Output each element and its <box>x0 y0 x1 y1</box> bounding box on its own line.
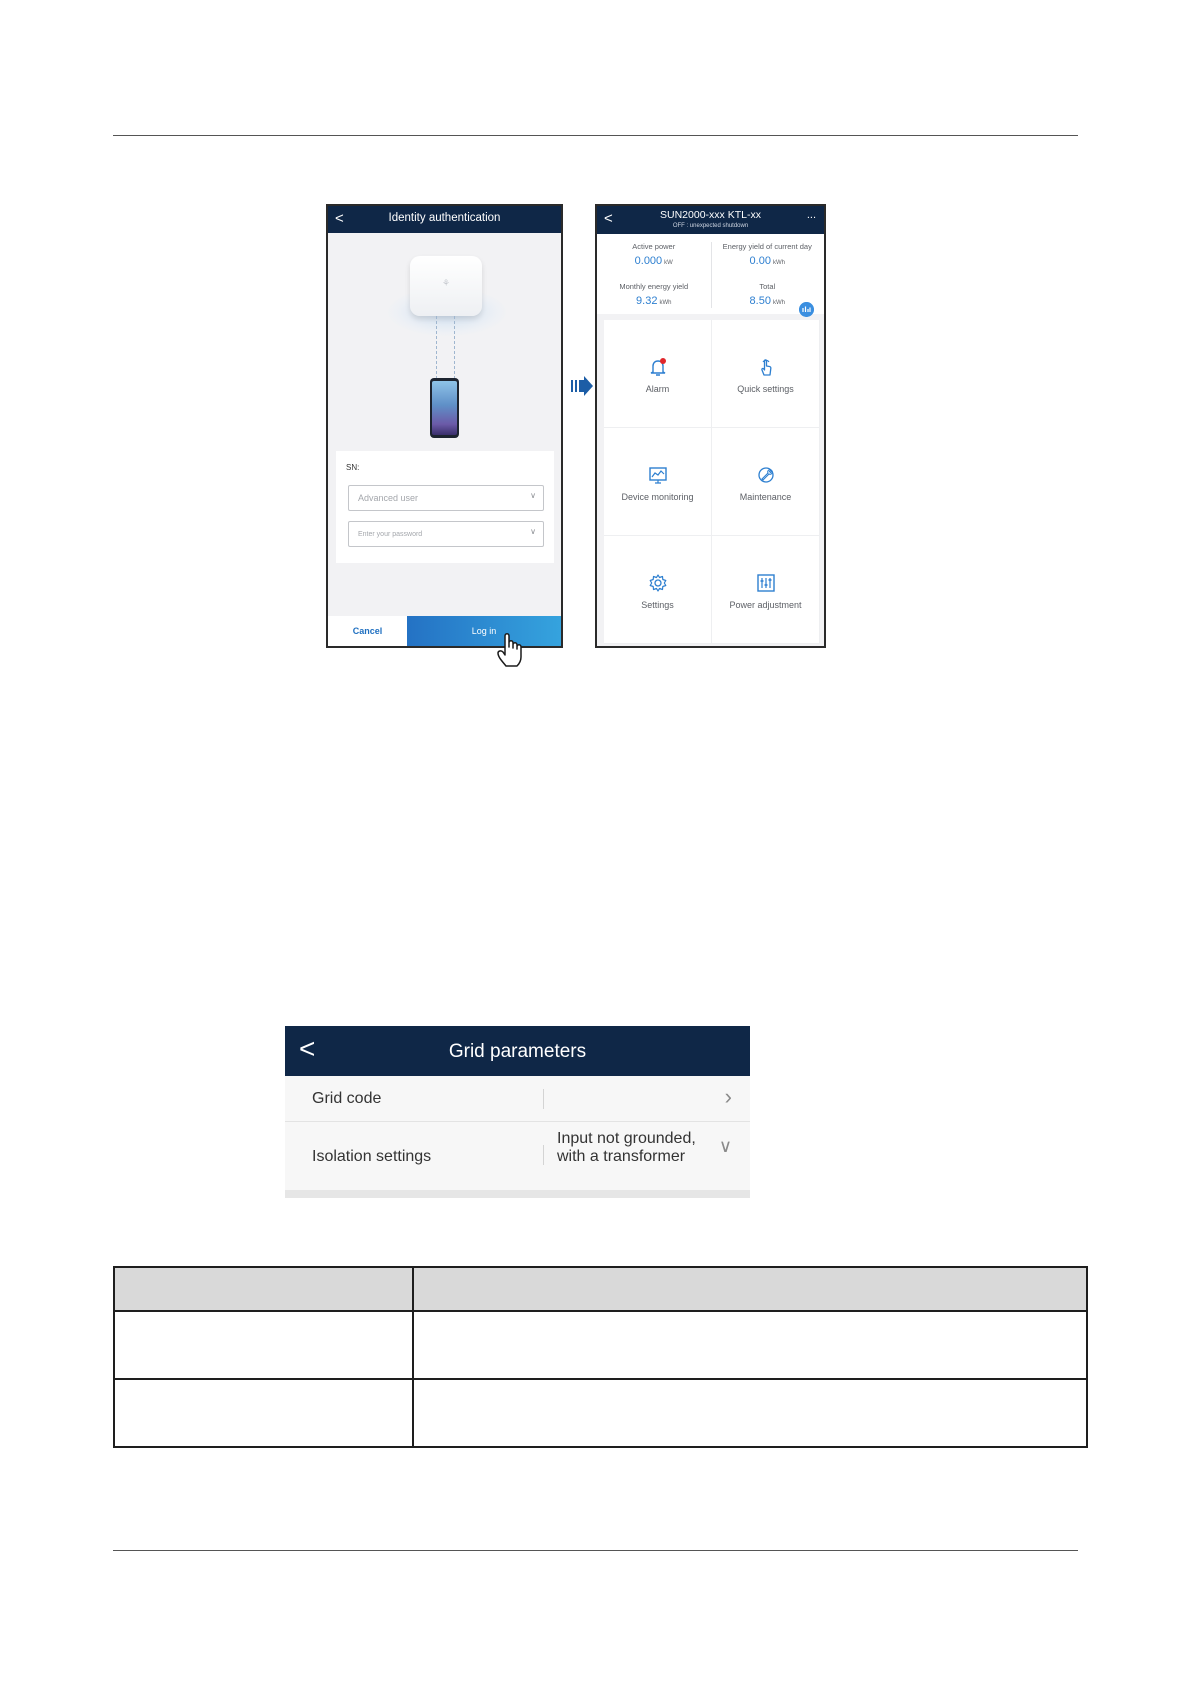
menu-settings[interactable]: Settings <box>604 536 712 644</box>
table-cell <box>413 1311 1087 1379</box>
parameter-table <box>113 1266 1088 1448</box>
connection-line <box>436 316 437 384</box>
table-row <box>114 1379 1087 1447</box>
table-cell <box>413 1379 1087 1447</box>
password-input[interactable] <box>348 521 544 547</box>
chevron-right-icon: › <box>724 1084 732 1109</box>
grid-code-label: Grid code <box>312 1090 382 1107</box>
next-step-arrow-icon <box>571 376 593 396</box>
device-title: SUN2000-xxx KTL-xx <box>660 209 761 221</box>
more-menu-button[interactable]: ... <box>806 209 816 221</box>
function-menu <box>604 320 820 644</box>
isolation-settings-row[interactable] <box>285 1122 750 1190</box>
gear-icon <box>646 571 670 595</box>
menu-quick-settings[interactable]: Quick settings <box>712 320 820 428</box>
device-dashboard-screen <box>595 204 826 648</box>
back-button[interactable]: < <box>335 210 344 227</box>
chevron-down-icon: ∨ <box>718 1136 732 1156</box>
monitor-icon <box>646 463 670 487</box>
menu-alarm[interactable]: Alarm <box>604 320 712 428</box>
table-cell <box>114 1311 413 1379</box>
chevron-down-icon: ∨ <box>530 527 536 536</box>
header-rule <box>113 135 1078 136</box>
app-header <box>285 1026 750 1076</box>
app-header <box>597 206 824 234</box>
hand-pointer-icon <box>494 630 528 668</box>
bell-icon <box>646 355 670 379</box>
touch-icon <box>754 355 778 379</box>
device-status: OFF : unexpected shutdown <box>672 223 749 229</box>
screen-title: Grid parameters <box>448 1041 587 1062</box>
app-header <box>328 206 561 233</box>
stat-monthly-yield: Monthly energy yield 9.32 kWh <box>619 282 689 307</box>
menu-maintenance[interactable]: Maintenance <box>712 428 820 536</box>
stat-total-yield: Total 8.50 kWh <box>749 282 785 307</box>
user-type-value: Advanced user <box>358 493 419 503</box>
login-form <box>336 451 554 563</box>
menu-device-monitoring[interactable]: Device monitoring <box>604 428 712 536</box>
chevron-down-icon: ∨ <box>530 491 536 500</box>
back-button[interactable]: < <box>604 210 613 227</box>
stat-daily-yield: Energy yield of current day 0.00 kWh <box>722 242 812 267</box>
table-cell <box>114 1379 413 1447</box>
phone-illustration <box>430 378 459 438</box>
footer-rule <box>113 1550 1078 1551</box>
connection-line <box>454 316 455 384</box>
table-header-row <box>114 1267 1087 1311</box>
isolation-settings-label: Isolation settings <box>312 1148 432 1165</box>
stat-active-power: Active power 0.000 kW <box>632 242 676 267</box>
sliders-icon <box>754 571 778 595</box>
password-placeholder: Enter your password <box>358 531 423 538</box>
grid-code-row[interactable] <box>285 1076 750 1121</box>
wrench-icon <box>754 463 778 487</box>
identity-auth-screen <box>326 204 563 648</box>
user-type-select[interactable] <box>348 485 544 511</box>
table-header-cell <box>413 1267 1087 1311</box>
energy-stats-panel <box>597 234 824 314</box>
screen-title: Identity authentication <box>388 212 501 224</box>
menu-power-adjustment[interactable]: Power adjustment <box>712 536 820 644</box>
isolation-settings-value: Input not grounded, with a transformer <box>557 1130 696 1165</box>
grid-parameters-screen <box>285 1026 750 1198</box>
table-row <box>114 1311 1087 1379</box>
chart-icon[interactable] <box>799 302 814 317</box>
sn-label: SN: <box>346 463 360 472</box>
cancel-button[interactable]: Cancel <box>352 626 383 636</box>
table-header-cell <box>114 1267 413 1311</box>
inverter-illustration <box>410 256 482 316</box>
login-button[interactable]: Log in <box>407 616 561 646</box>
huawei-logo-icon: ⚘ <box>441 278 451 288</box>
back-button[interactable]: < <box>299 1033 316 1064</box>
